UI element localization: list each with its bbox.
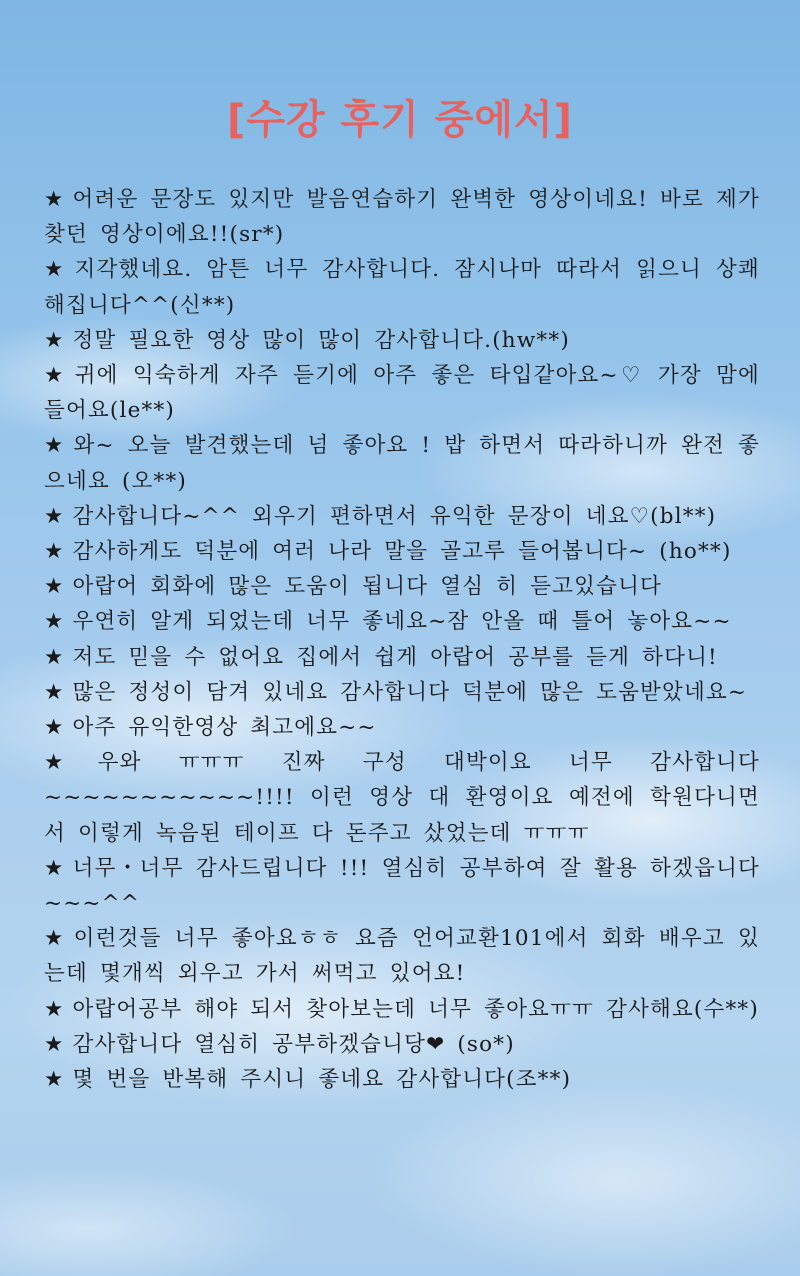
star-icon: ★ bbox=[44, 644, 65, 670]
star-icon: ★ bbox=[44, 574, 65, 600]
review-text: 우연히 알게 되었는데 너무 좋네요~잠 안올 때 틀어 놓아요~~ bbox=[72, 609, 732, 635]
review-text: 몇 번을 반복해 주시니 좋네요 감사합니다(조**) bbox=[72, 1067, 572, 1093]
review-text: 지각했네요. 암튼 너무 감사합니다. 잠시나마 따라서 읽으니 상쾌해집니다^^(신**) bbox=[44, 257, 760, 318]
star-icon: ★ bbox=[44, 750, 90, 776]
review-text: 감사하게도 덕분에 여러 나라 말을 골고루 들어봅니다~ (ho**) bbox=[72, 539, 732, 565]
page-title: [수강 후기 중에서] bbox=[227, 97, 573, 143]
review-text: 어려운 문장도 있지만 발음연습하기 완벽한 영상이네요! 바로 제가 찾던 영상이에요!!(sr*) bbox=[44, 187, 760, 248]
review-item bbox=[44, 1062, 760, 1097]
review-item bbox=[44, 323, 760, 358]
review-list bbox=[44, 182, 760, 1097]
review-text: 감사합니다 열심히 공부하겠습니당❤ (so*) bbox=[72, 1031, 515, 1057]
star-icon: ★ bbox=[44, 1031, 65, 1057]
review-item bbox=[44, 851, 760, 921]
star-icon: ★ bbox=[44, 609, 65, 635]
star-icon: ★ bbox=[44, 1067, 65, 1093]
star-icon: ★ bbox=[44, 855, 65, 881]
star-icon: ★ bbox=[44, 996, 65, 1022]
star-icon: ★ bbox=[44, 679, 65, 705]
review-text: 아랍어 회화에 많은 도움이 됩니다 열심 히 듣고있습니다 bbox=[72, 574, 663, 600]
review-text: 우와 ㅠㅠㅠ 진짜 구성 대박이요 너무 감사합니다 ~~~~~~~~~~~!!!! 이런 영상 대 환영이요 예전에 학원다니면서 이렇게 녹음된 테이프 다 돈주고 샀었는데 ㅠㅠㅠ bbox=[44, 750, 760, 846]
review-item bbox=[44, 252, 760, 322]
review-text: 많은 정성이 담겨 있네요 감사합니다 덕분에 많은 도움받았네요~ bbox=[72, 679, 748, 705]
review-text: 이런것들 너무 좋아요ㅎㅎ 요즘 언어교환101에서 회화 배우고 있는데 몇개씩 외우고 가서 써먹고 있어요! bbox=[44, 926, 760, 987]
review-item bbox=[44, 1027, 760, 1062]
review-item bbox=[44, 710, 760, 745]
review-item bbox=[44, 640, 760, 675]
star-icon: ★ bbox=[44, 257, 67, 283]
review-item bbox=[44, 604, 760, 639]
review-text: 정말 필요한 영상 많이 많이 감사합니다.(hw**) bbox=[72, 327, 570, 353]
star-icon: ★ bbox=[44, 715, 65, 741]
review-text: 와~ 오늘 발견했는데 넘 좋아요 ! 밥 하면서 따라하니까 완전 좋으네요 (오**) bbox=[44, 433, 760, 494]
review-text: 귀에 익숙하게 자주 듣기에 아주 좋은 타입같아요~♡ 가장 맘에 들어요(le**) bbox=[44, 363, 760, 424]
review-item bbox=[44, 182, 760, 252]
review-text: 저도 믿을 수 없어요 집에서 쉽게 아랍어 공부를 듣게 하다니! bbox=[72, 644, 718, 670]
review-item bbox=[44, 675, 760, 710]
star-icon: ★ bbox=[44, 433, 66, 459]
review-text: 아랍어공부 해야 되서 찾아보는데 너무 좋아요ㅠㅠ 감사해요(수**) bbox=[72, 996, 759, 1022]
star-icon: ★ bbox=[44, 327, 65, 353]
review-text: 감사합니다~^^ 외우기 편하면서 유익한 문장이 네요♡(bl**) bbox=[72, 503, 717, 529]
review-item bbox=[44, 745, 760, 851]
star-icon: ★ bbox=[44, 187, 65, 212]
star-icon: ★ bbox=[44, 503, 65, 529]
review-item bbox=[44, 992, 760, 1027]
star-icon: ★ bbox=[44, 926, 66, 952]
review-item bbox=[44, 534, 760, 569]
star-icon: ★ bbox=[44, 363, 67, 389]
star-icon: ★ bbox=[44, 539, 65, 565]
review-item bbox=[44, 499, 760, 534]
review-item bbox=[44, 569, 760, 604]
review-text: 아주 유익한영상 최고에요~~ bbox=[72, 715, 377, 741]
review-item bbox=[44, 358, 760, 428]
review-text: 너무・너무 감사드립니다 !!! 열심히 공부하여 잘 활용 하겠읍니다~~~^^ bbox=[44, 855, 761, 917]
review-item bbox=[44, 921, 760, 991]
review-item bbox=[44, 428, 760, 498]
